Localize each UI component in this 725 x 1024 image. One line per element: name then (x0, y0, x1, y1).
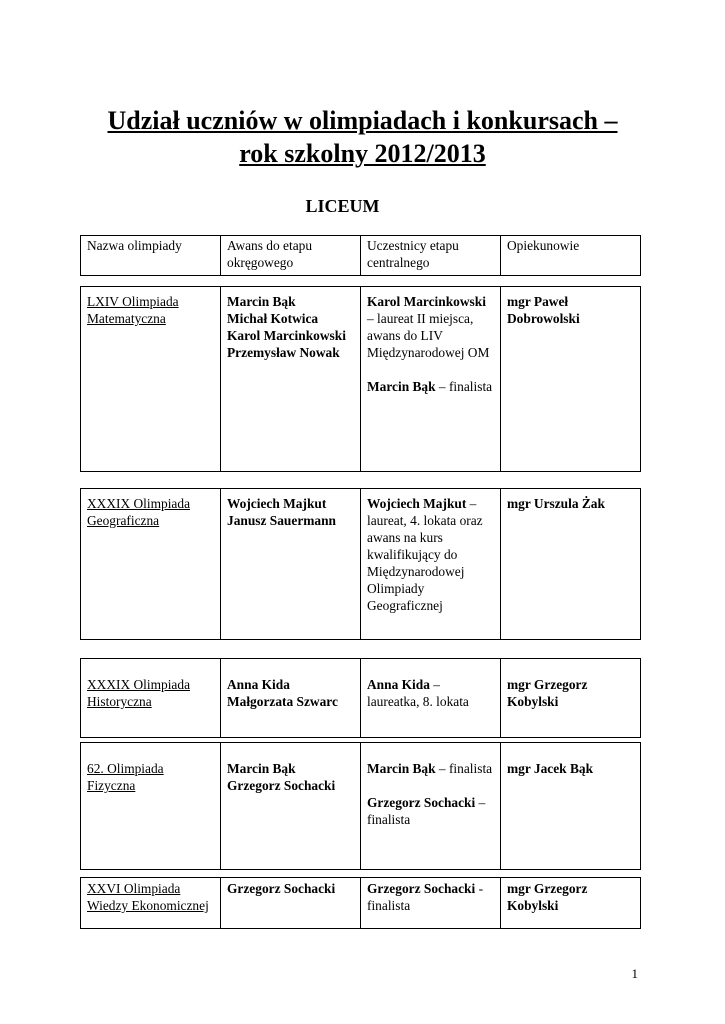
central-cell (361, 287, 501, 472)
olympiad-table (80, 488, 641, 640)
olympiad-name: XXXIX Olimpiada Geograficzna (81, 489, 221, 640)
olympiad-name: 62. Olimpiada Fizyczna (81, 743, 221, 870)
header-central: Uczestnicy etapu centralnego (361, 236, 501, 276)
table-row (81, 659, 641, 738)
student-name: Janusz Sauermann (227, 513, 337, 528)
advance-cell (221, 743, 361, 870)
table-row (81, 743, 641, 870)
student-name: Grzegorz Sochacki (367, 795, 476, 810)
advance-cell (221, 659, 361, 738)
olympiad-table (80, 658, 641, 738)
tutor-cell: mgr Grzegorz Kobylski (501, 659, 641, 738)
header-olympiad-name: Nazwa olimpiady (81, 236, 221, 276)
title-line-1: Udział uczniów w olimpiadach i konkursach – (107, 106, 618, 135)
student-name: Małgorzata Szwarc (227, 694, 338, 709)
advance-cell (221, 878, 361, 929)
result-note: – laureat, 4. lokata oraz awans na kurs kwalifikujący do Międzynarodowej Olimpiady Geograficznej (367, 496, 483, 613)
student-name: Marcin Bąk (367, 379, 436, 394)
student-name: Anna Kida (227, 677, 290, 692)
student-name: Grzegorz Sochacki (367, 881, 476, 896)
table-row (81, 878, 641, 929)
header-row (81, 236, 641, 276)
result-note: – finalista (367, 795, 486, 827)
student-name: Przemysław Nowak (227, 345, 340, 360)
student-name: Marcin Bąk (227, 294, 296, 309)
central-cell (361, 489, 501, 640)
student-name: Marcin Bąk (367, 761, 436, 776)
result-note: – finalista (435, 379, 493, 394)
page-number: 1 (631, 966, 638, 981)
olympiad-table (80, 877, 641, 929)
result-note: – laureat II miejsca, awans do LIV Międzynarodowej OM (367, 311, 490, 360)
advance-cell (221, 287, 361, 472)
student-name: Grzegorz Sochacki (227, 881, 336, 896)
result-note: – finalista (435, 761, 493, 776)
section-heading: LICEUM (305, 196, 380, 216)
tutor-cell: mgr Jacek Bąk (501, 743, 641, 870)
olympiad-table (80, 742, 641, 870)
olympiad-name: XXXIX Olimpiada Historyczna (81, 659, 221, 738)
header-table (80, 235, 641, 276)
central-cell (361, 743, 501, 870)
page-title (60, 104, 665, 170)
student-name: Karol Marcinkowski (227, 328, 346, 343)
table-row (81, 287, 641, 472)
title-line-2: rok szkolny 2012/2013 (239, 139, 486, 168)
student-name: Grzegorz Sochacki (227, 778, 336, 793)
olympiad-name: XXVI Olimpiada Wiedzy Ekonomicznej (81, 878, 221, 929)
central-cell (361, 659, 501, 738)
tutor-cell: mgr Urszula Żak (501, 489, 641, 640)
header-tutors: Opiekunowie (501, 236, 641, 276)
olympiad-name: LXIV Olimpiada Matematyczna (81, 287, 221, 472)
student-name: Marcin Bąk (227, 761, 296, 776)
result-note: - finalista (367, 881, 484, 913)
student-name: Anna Kida (367, 677, 430, 692)
student-name: Wojciech Majkut (367, 496, 467, 511)
advance-cell (221, 489, 361, 640)
tutor-cell: mgr Paweł Dobrowolski (501, 287, 641, 472)
header-advance: Awans do etapu okręgowego (221, 236, 361, 276)
student-name: Wojciech Majkut (227, 496, 327, 511)
central-cell (361, 878, 501, 929)
student-name: Karol Marcinkowski (367, 294, 486, 309)
result-note: – laureatka, 8. lokata (367, 677, 469, 709)
tutor-cell: mgr Grzegorz Kobylski (501, 878, 641, 929)
student-name: Michał Kotwica (227, 311, 319, 326)
table-row (81, 489, 641, 640)
olympiad-table (80, 286, 641, 472)
